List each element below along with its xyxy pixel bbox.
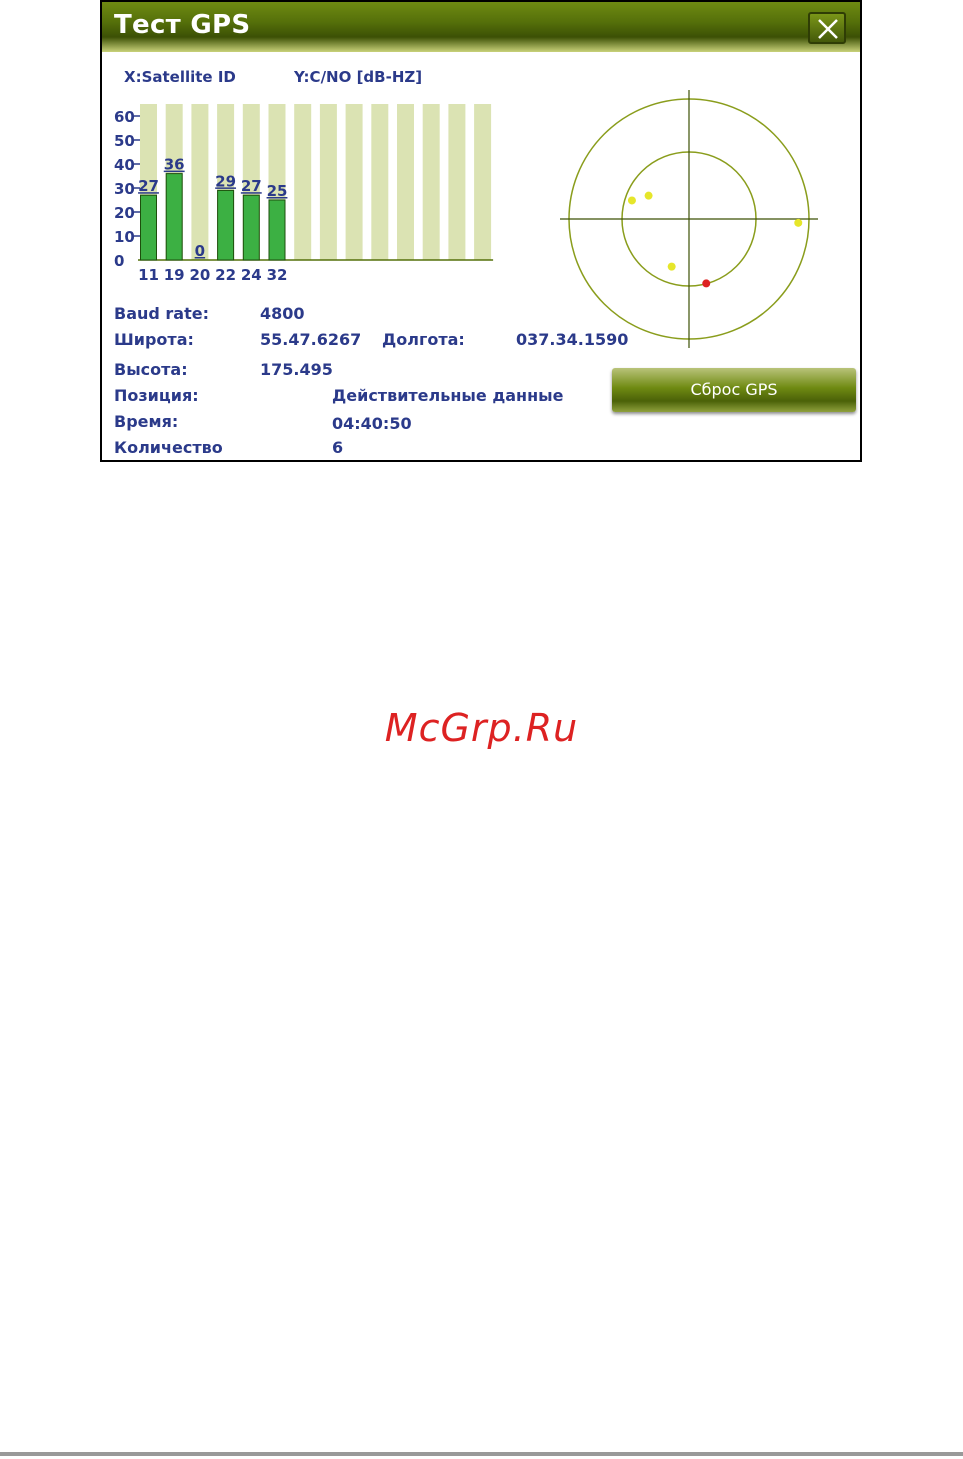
signal-bar	[243, 195, 259, 260]
signal-bar	[141, 195, 157, 260]
satellite-count-value: 6	[332, 438, 344, 457]
latitude-label: Широта:	[114, 330, 194, 349]
y-tick-label: 40	[114, 156, 135, 174]
longitude-value: 037.34.1590	[516, 330, 629, 349]
baud-rate-value: 4800	[260, 304, 305, 323]
channel-slot-bg	[371, 104, 388, 260]
altitude-value: 175.495	[260, 360, 333, 379]
x-tick-label: 11	[138, 266, 159, 284]
time-value: 04:40:50	[332, 414, 412, 433]
bar-value-label: 36	[163, 155, 185, 174]
altitude-label: Высота:	[114, 360, 188, 379]
close-button[interactable]	[808, 12, 846, 44]
channel-slot-bg	[294, 104, 311, 260]
reset-gps-button[interactable]: Сброс GPS	[612, 368, 856, 412]
satellite-dot	[794, 219, 802, 227]
bar-value-label: 25	[266, 182, 288, 200]
signal-bar	[166, 174, 182, 260]
satellite-dot	[702, 279, 710, 287]
y-tick-label: 10	[114, 228, 135, 246]
y-tick-label: 30	[114, 180, 135, 198]
y-tick-label: 0	[114, 252, 125, 270]
title-bar	[102, 2, 860, 52]
channel-slot-bg	[423, 104, 440, 260]
channel-slot-bg	[474, 104, 491, 260]
y-axis-label: Y:C/NO [dB-HZ]	[294, 68, 423, 86]
channel-slot-bg	[191, 104, 208, 260]
satellite-sky-plot	[554, 86, 820, 352]
bar-value-label: 27	[138, 177, 159, 196]
bar-value-label: 0	[194, 242, 206, 260]
bar-value-label: 29	[215, 172, 237, 191]
position-label: Позиция:	[114, 386, 199, 405]
x-tick-label: 22	[215, 266, 237, 284]
position-value: Действительные данные	[332, 386, 564, 405]
x-axis-label: X:Satellite ID	[124, 68, 236, 86]
y-tick-label: 50	[114, 132, 135, 150]
satellite-count-label: Количество	[114, 438, 223, 457]
watermark-text: McGrp.Ru	[384, 706, 579, 750]
bar-value-label: 27	[240, 177, 262, 196]
close-icon	[816, 17, 840, 41]
signal-bar-chart	[102, 92, 542, 288]
y-tick-label: 20	[114, 204, 135, 222]
satellite-dot	[645, 192, 653, 200]
x-tick-label: 20	[189, 266, 211, 284]
x-tick-label: 32	[266, 266, 288, 284]
longitude-label: Долгота:	[382, 330, 465, 349]
x-tick-label: 19	[163, 266, 185, 284]
channel-slot-bg	[397, 104, 414, 260]
gps-test-window	[100, 0, 862, 462]
channel-slot-bg	[346, 104, 363, 260]
time-label: Время:	[114, 412, 179, 431]
page-bottom-divider	[0, 1452, 963, 1456]
satellite-dot	[628, 196, 636, 204]
y-tick-label: 60	[114, 108, 135, 126]
satellite-dot	[668, 263, 676, 271]
latitude-value: 55.47.6267	[260, 330, 362, 349]
channel-slot-bg	[448, 104, 465, 260]
baud-rate-label: Baud rate:	[114, 304, 209, 323]
signal-bar	[218, 190, 234, 260]
signal-bar	[269, 200, 285, 260]
window-title: Тест GPS	[114, 10, 251, 40]
channel-slot-bg	[320, 104, 337, 260]
x-tick-label: 24	[240, 266, 262, 284]
